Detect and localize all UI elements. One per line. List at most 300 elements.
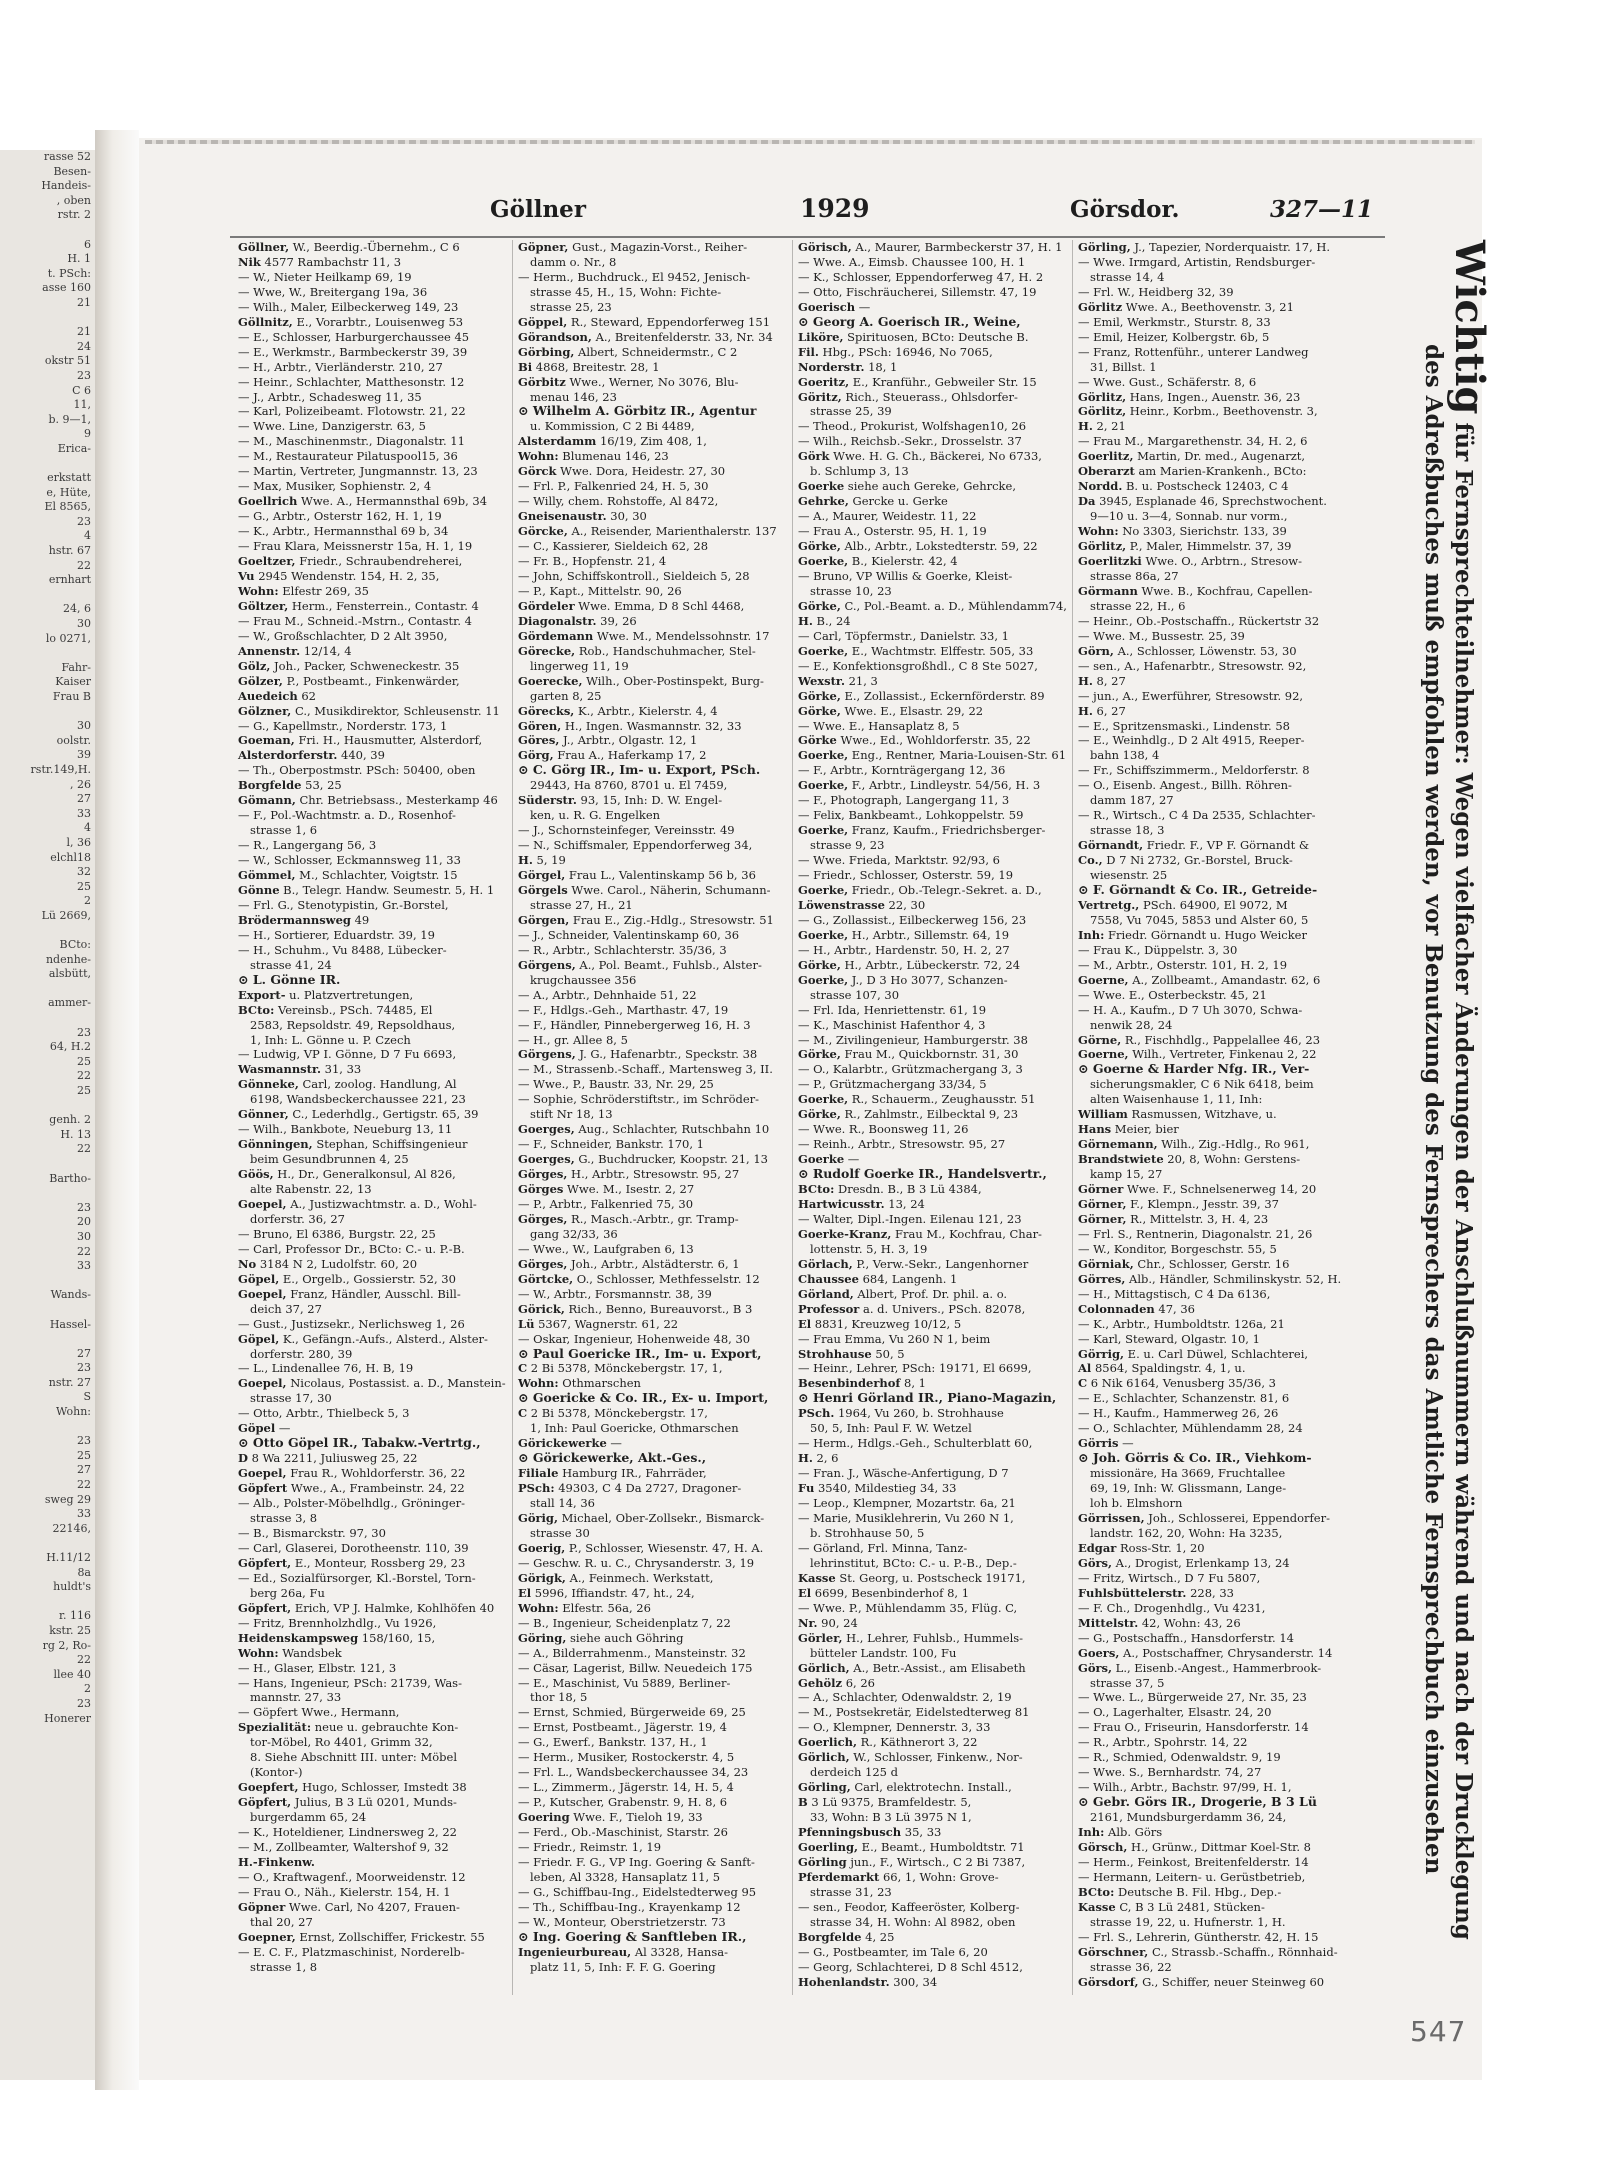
directory-entry: — K., Maschinist Hafenthor 4, 3 (798, 1017, 986, 1032)
directory-entry: Gölzer, P., Postbeamt., Finkenwärder, (238, 673, 460, 688)
directory-entry: Göpner, Gust., Magazin-Vorst., Reiher- (518, 240, 748, 254)
facing-page-text (0, 1157, 95, 1172)
directory-entry: Görres, Alb., Händler, Schmilinskystr. 52, H. (1078, 1271, 1342, 1286)
facing-page-text: 25 (77, 1084, 91, 1097)
directory-entry: Goerke, Friedr., Ob.-Telegr.-Sekret. a. D., (798, 882, 1042, 897)
directory-column-3 (798, 240, 1070, 1995)
directory-entry: — G., Postbeamter, im Tale 6, 20 (798, 1944, 988, 1959)
directory-entry: Görcke, A., Reisender, Marienthalerstr. 137 (518, 524, 777, 539)
facing-page-text: 23 (77, 368, 91, 382)
directory-entry: — Wwe. E., Hansaplatz 8, 5 (798, 718, 960, 733)
directory-entry: Görler, H., Lehrer, Fuhlsb., Hummels- (798, 1630, 1024, 1645)
directory-entry: Kasse St. Georg, u. Postscheck 19171, (798, 1570, 1026, 1585)
directory-entry: — W., Großschlachter, D 2 Alt 3950, (238, 628, 448, 643)
directory-entry: Wasmannstr. 31, 33 (238, 1062, 362, 1077)
facing-page-text: 27 (77, 1346, 91, 1360)
directory-entry: u. Kommission, C 2 Bi 4489, (530, 419, 695, 434)
directory-entry: Görlitz Wwe. A., Beethovenstr. 3, 21 (1078, 299, 1294, 314)
facing-page-text (0, 646, 95, 661)
directory-entry: Görg, Frau A., Haferkamp 17, 2 (518, 748, 707, 763)
directory-entry: Wohn: Othmarschen (518, 1376, 641, 1391)
directory-entry: Goerisch — (798, 299, 871, 314)
directory-entry: H. 2, 6 (798, 1451, 839, 1466)
directory-entry: Görnemann, Wilh., Zig.-Hdlg., Ro 961, (1078, 1137, 1310, 1152)
directory-entry: — Gust., Justizsekr., Nerlichsweg 1, 26 (238, 1316, 465, 1331)
directory-entry: Görnandt, Friedr. F., VP F. Görnandt & (1078, 838, 1310, 853)
column-divider (792, 240, 793, 1995)
directory-entry: H. 5, 19 (518, 853, 566, 868)
directory-entry: Göres, J., Arbtr., Olgastr. 12, 1 (518, 733, 698, 748)
directory-entry: ken, u. R. G. Engelken (530, 808, 661, 823)
directory-entry: derdeich 125 d (810, 1765, 898, 1780)
directory-entry: — G., Schiffbau-Ing., Eidelstedterweg 95 (518, 1884, 757, 1899)
directory-entry: Nordd. B. u. Postscheck 12403, C 4 (1078, 479, 1289, 494)
facing-page-text: 32 (77, 865, 91, 879)
directory-entry: — Ed., Sozialfürsorger, Kl.-Borstel, Torn- (238, 1570, 476, 1585)
facing-page-text: asse 160 (42, 281, 91, 295)
directory-entry: berg 26a, Fu (250, 1585, 325, 1600)
directory-entry: Chaussee 684, Langenh. 1 (798, 1271, 958, 1286)
directory-entry: PSch. 1964, Vu 260, b. Strohhause (798, 1406, 1004, 1421)
directory-entry: strasse 25, 23 (530, 299, 612, 314)
directory-entry: tor-Möbel, Ro 4401, Grimm 32, (250, 1735, 433, 1750)
directory-entry: missionäre, Ha 3669, Fruchtallee (1090, 1466, 1286, 1481)
directory-entry: — H., Mittagstisch, C 4 Da 6136, (1078, 1286, 1271, 1301)
directory-entry: leben, Al 3328, Hansaplatz 11, 5 (530, 1869, 721, 1884)
directory-entry: — J., Arbtr., Schadesweg 11, 35 (238, 389, 422, 404)
directory-entry: — W., Schlosser, Eckmannsweg 11, 33 (238, 853, 461, 868)
directory-entry: Görck Wwe. Dora, Heidestr. 27, 30 (518, 464, 726, 479)
directory-entry: strasse 86a, 27 (1090, 568, 1179, 583)
directory-entry: Görgens, J. G., Hafenarbtr., Speckstr. 38 (518, 1047, 758, 1062)
directory-entry: bütteler Landstr. 100, Fu (810, 1645, 957, 1660)
directory-entry: garten 8, 25 (530, 688, 602, 703)
notice-heading: Wichtig (1446, 240, 1493, 415)
facing-page-text (0, 1274, 95, 1289)
directory-entry: Goerke, H., Arbtr., Sillemstr. 64, 19 (798, 927, 1010, 942)
directory-entry: — Georg, Schlachterei, D 8 Schl 4512, (798, 1959, 1023, 1974)
facing-page-text: H. 1 (67, 252, 91, 266)
directory-entry: D 8 Wa 2211, Juliusweg 25, 22 (238, 1451, 418, 1466)
directory-entry: Goepner, Ernst, Zollschiffer, Frickestr. 55 (238, 1929, 485, 1944)
directory-entry: — R., Langergang 56, 3 (238, 838, 377, 853)
directory-entry: Görke, Frau M., Quickbornstr. 31, 30 (798, 1047, 1019, 1062)
directory-entry: Vu 2945 Wendenstr. 154, H. 2, 35, (238, 568, 440, 583)
directory-entry: — Herm., Hdlgs.-Geh., Schulterblatt 60, (798, 1436, 1033, 1451)
directory-entry: burgerdamm 65, 24 (250, 1810, 367, 1825)
directory-entry: strasse 10, 23 (810, 583, 892, 598)
directory-entry: Gömmel, M., Schlachter, Voigtstr. 15 (238, 868, 458, 883)
directory-entry: — F., Photograph, Langergang 11, 3 (798, 793, 1010, 808)
directory-entry: Gördeler Wwe. Emma, D 8 Schl 4468, (518, 598, 745, 613)
directory-entry: damm o. Nr., 8 (530, 254, 617, 269)
directory-entry: Göpel, K., Gefängn.-Aufs., Alsterd., Alster- (238, 1331, 488, 1346)
column-divider (1072, 240, 1073, 1995)
facing-page-text (0, 1536, 95, 1551)
directory-entry: Görrig, E. u. Carl Düwel, Schlachterei, (1078, 1346, 1309, 1361)
directory-entry: Borgfelde 53, 25 (238, 778, 342, 793)
facing-page-text: S (83, 1390, 91, 1404)
directory-entry: BCto: Vereinsb., PSch. 74485, El (238, 1002, 433, 1017)
directory-entry: Gehrke, Gercke u. Gerke (798, 494, 948, 509)
directory-entry: — sen., A., Hafenarbtr., Stresowstr. 92, (1078, 658, 1307, 673)
facing-page-text: r. 116 (58, 1609, 91, 1623)
directory-entry: ⊙ Joh. Görris & Co. IR., Viehkom- (1078, 1450, 1312, 1466)
directory-entry: thor 18, 5 (530, 1690, 588, 1705)
directory-entry: — H., Kaufm., Hammerweg 26, 26 (1078, 1406, 1279, 1421)
facing-page-text: 6 (84, 237, 91, 251)
facing-page-text: erkstatt (47, 471, 91, 485)
directory-entry: — Wwe. L., Bürgerweide 27, Nr. 35, 23 (1078, 1690, 1307, 1705)
handwritten-page-number: 547 (1410, 2015, 1467, 2048)
directory-entry: Spezialität: neue u. gebrauchte Kon- (238, 1720, 459, 1735)
directory-entry: ⊙ Rudolf Goerke IR., Handelsvertr., (798, 1166, 1047, 1182)
directory-entry: Fil. Hbg., PSch: 16946, No 7065, (798, 344, 993, 359)
directory-entry: Goerke, E., Wachtmstr. Elffestr. 505, 33 (798, 643, 1034, 658)
directory-entry: Göllner, W., Beerdig.-Übernehm., C 6 (238, 240, 460, 254)
directory-entry: — Th., Schiffbau-Ing., Krayenkamp 12 (518, 1899, 741, 1914)
directory-entry: krugchaussee 356 (530, 972, 637, 987)
directory-entry: — Frl. L., Wandsbeckerchaussee 34, 23 (518, 1765, 749, 1780)
facing-page-text: Frau B (52, 689, 91, 703)
directory-entry: Kasse C, B 3 Lü 2481, Stücken- (1078, 1899, 1265, 1914)
directory-entry: Görlitz, P., Maler, Himmelstr. 37, 39 (1078, 539, 1292, 554)
directory-entry: strasse 3, 8 (250, 1511, 318, 1526)
directory-entry: — Wwe. Gust., Schäferstr. 8, 6 (1078, 374, 1257, 389)
directory-entry: — K., Arbtr., Humboldtstr. 126a, 21 (1078, 1316, 1285, 1331)
directory-entry: — Emil, Werkmstr., Sturstr. 8, 33 (1078, 314, 1271, 329)
directory-entry: Görne, R., Fischhdlg., Pappelallee 46, 23 (1078, 1032, 1321, 1047)
directory-entry: Brödermannsweg 49 (238, 912, 370, 927)
directory-column-1 (238, 240, 510, 1995)
directory-entry: — O., Lagerhalter, Elsastr. 24, 20 (1078, 1705, 1272, 1720)
directory-entry: — Franz, Rottenführ., unterer Landweg (1078, 344, 1309, 359)
facing-page-text: 23 (77, 514, 91, 528)
directory-entry: Goerlich, R., Käthnerort 3, 22 (798, 1735, 978, 1750)
directory-entry: Goerne, Wilh., Vertreter, Finkenau 2, 22 (1078, 1047, 1317, 1062)
directory-entry: strasse 9, 23 (810, 838, 885, 853)
directory-entry: lingerweg 11, 19 (530, 658, 629, 673)
directory-entry: — A., Bilderrahmenm., Mansteinstr. 32 (518, 1645, 746, 1660)
directory-entry: Wohn: No 3303, Sierichstr. 133, 39 (1078, 524, 1287, 539)
directory-entry: — E., Weinhdlg., D 2 Alt 4915, Reeper- (1078, 733, 1305, 748)
directory-entry: Süderstr. 93, 15, Inh: D. W. Engel- (518, 793, 723, 808)
directory-entry: Goeltzer, Friedr., Schraubendreherei, (238, 554, 463, 569)
directory-entry: Gönneke, Carl, zoolog. Handlung, Al (238, 1077, 457, 1092)
directory-entry: Brandstwiete 20, 8, Wohn: Gerstens- (1078, 1152, 1301, 1167)
facing-page-text: 23 (77, 1434, 91, 1448)
directory-entry: — Fr., Schiffszimmerm., Meldorferstr. 8 (1078, 763, 1310, 778)
directory-entry: — Reinh., Arbtr., Stresowstr. 95, 27 (798, 1137, 1006, 1152)
directory-entry: — Herm., Musiker, Rostockerstr. 4, 5 (518, 1750, 735, 1765)
facing-page-text (0, 923, 95, 938)
directory-entry: Görgen, Frau E., Zig.-Hdlg., Stresowstr. 51 (518, 912, 774, 927)
directory-entry: Goerke, Franz, Kaufm., Friedrichsberger- (798, 823, 1046, 838)
directory-entry: — Frau Klara, Meissnerstr 15a, H. 1, 19 (238, 539, 473, 554)
directory-entry: Goerke, J., D 3 Ho 3077, Schanzen- (798, 972, 1008, 987)
directory-entry: Colonnaden 47, 36 (1078, 1301, 1195, 1316)
directory-entry: — Wwe. Line, Danzigerstr. 63, 5 (238, 419, 426, 434)
directory-entry: — L., Lindenallee 76, H. B, 19 (238, 1361, 414, 1376)
directory-entry: H.-Finkenw. (238, 1854, 315, 1869)
directory-entry: H. B., 24 (798, 613, 851, 628)
directory-entry: ⊙ F. Görnandt & Co. IR., Getreide- (1078, 881, 1318, 897)
directory-entry: — Frl. W., Heidberg 32, 39 (1078, 284, 1234, 299)
directory-entry: Göpfert, E., Monteur, Rossberg 29, 23 (238, 1555, 466, 1570)
facing-page-text: t. PSch: (47, 266, 91, 280)
facing-page-text (0, 311, 95, 326)
directory-entry: Inh: Alb. Görs (1078, 1825, 1163, 1840)
facing-page-text (0, 1420, 95, 1435)
directory-entry: — Wilh., Bankbote, Neueburg 13, 11 (238, 1122, 453, 1137)
directory-entry: — M., Restaurateur Pilatuspool15, 36 (238, 449, 458, 464)
facing-page-text: 24, 6 (63, 602, 91, 616)
directory-entry: 31, Billst. 1 (1090, 359, 1157, 374)
directory-entry: ⊙ Wilhelm A. Görbitz IR., Agentur (518, 403, 757, 419)
directory-entry: Görrissen, Joh., Schlosserei, Eppendorfer- (1078, 1511, 1330, 1526)
directory-entry: Görniak, Chr., Schlosser, Gerstr. 16 (1078, 1256, 1290, 1271)
directory-entry: — Friedr. F. G., VP Ing. Goering & Sanft- (518, 1854, 755, 1869)
directory-entry: El 6699, Besenbinderhof 8, 1 (798, 1585, 970, 1600)
directory-entry: Wohn: Elfestr 269, 35 (238, 583, 369, 598)
directory-entry: — sen., Feodor, Kaffeeröster, Kolberg- (798, 1899, 1020, 1914)
facing-page-text: BCto: (59, 938, 91, 952)
directory-entry: Mittelstr. 42, Wohn: 43, 26 (1078, 1615, 1241, 1630)
directory-entry: — H., gr. Allee 8, 5 (518, 1032, 628, 1047)
directory-entry: — E., Spritzensmaski., Lindenstr. 58 (1078, 718, 1290, 733)
directory-entry: strasse 1, 6 (250, 823, 318, 838)
facing-page-text: 30 (77, 1229, 91, 1243)
directory-entry: Görges, H., Arbtr., Stresowstr. 95, 27 (518, 1167, 740, 1182)
directory-entry: Wexstr. 21, 3 (798, 673, 878, 688)
directory-entry: — Fr. B., Hopfenstr. 21, 4 (518, 554, 667, 569)
directory-entry: Lü 5367, Wagnerstr. 61, 22 (518, 1316, 679, 1331)
directory-entry: — M., Strassenb.-Schaff., Martensweg 3, II. (518, 1062, 773, 1077)
facing-page-text (0, 456, 95, 471)
directory-entry: Görner, R., Mittelstr. 3, H. 4, 23 (1078, 1211, 1269, 1226)
directory-entry: William Rasmussen, Witzhave, u. (1078, 1107, 1277, 1122)
directory-entry: Da 3945, Esplanade 46, Sprechstwochent. (1078, 494, 1327, 509)
directory-entry: — M., Arbtr., Osterstr. 101, H. 2, 19 (1078, 957, 1288, 972)
directory-entry: Borgfelde 4, 25 (798, 1929, 895, 1944)
directory-entry: — Görland, Frl. Minna, Tanz- (798, 1540, 968, 1555)
facing-page-text: ammer- (48, 996, 91, 1010)
telephone-notice-sidebar (1352, 240, 1493, 1995)
directory-entry: — J., Schneider, Valentinskamp 60, 36 (518, 927, 740, 942)
directory-entry: — Frl. S., Rentnerin, Diagonalstr. 21, 26 (1078, 1226, 1313, 1241)
directory-entry: menau 146, 23 (530, 389, 617, 404)
directory-entry: 9—10 u. 3—4, Sonnab. nur vorm., (1090, 509, 1288, 524)
directory-entry: Görs, L., Eisenb.-Angest., Hammerbrook- (1078, 1660, 1322, 1675)
directory-entry: Göllnitz, E., Vorarbtr., Louisenweg 53 (238, 314, 464, 329)
facing-page-text: H.11/12 (46, 1551, 91, 1564)
facing-page-text: ndenhe- (45, 952, 91, 966)
directory-entry: strasse 18, 3 (1090, 823, 1165, 838)
directory-entry: stall 14, 36 (530, 1496, 595, 1511)
facing-page-text: 22 (77, 1653, 91, 1667)
directory-entry: — A., Schlachter, Odenwaldstr. 2, 19 (798, 1690, 1012, 1705)
directory-entry: Goerke-Kranz, Frau M., Kochfrau, Char- (798, 1226, 1042, 1241)
facing-page-text: Honerer (44, 1711, 91, 1725)
directory-entry: H. 2, 21 (1078, 419, 1126, 434)
directory-entry: Pfenningsbusch 35, 33 (798, 1825, 942, 1840)
facing-page-text: 2 (84, 894, 91, 908)
directory-entry: — K., Arbtr., Hermannsthal 69 b, 34 (238, 524, 449, 539)
facing-page-text: 22 (77, 1142, 91, 1156)
facing-page-text: rstr.149,H. (30, 762, 91, 776)
directory-entry: Hartwicusstr. 13, 24 (798, 1197, 925, 1211)
directory-entry: Gönner, C., Lederhdlg., Gertigstr. 65, 39 (238, 1107, 479, 1122)
directory-entry: Görickewerke — (518, 1436, 622, 1451)
directory-entry: Görges, R., Masch.-Arbtr., gr. Tramp- (518, 1211, 739, 1226)
directory-entry: — Fritz, Brennholzhdlg., Vu 1926, (238, 1615, 437, 1630)
directory-entry: strasse 25, 39 (810, 404, 892, 419)
directory-entry: dorferstr. 280, 39 (250, 1346, 353, 1361)
directory-entry: Goellrich Wwe. A., Hermannsthal 69b, 34 (238, 494, 488, 509)
directory-entry: Wohn: Blumenau 146, 23 (518, 449, 669, 464)
directory-entry: — G., Arbtr., Osterstr 162, H. 1, 19 (238, 509, 442, 524)
directory-entry: BCto: Dresdn. B., B 3 Lü 4384, (798, 1182, 982, 1197)
directory-entry: strasse 1, 8 (250, 1959, 318, 1974)
facing-page-text: Hassel- (49, 1317, 91, 1331)
header-rule (230, 236, 1385, 238)
facing-page-text: rg 2, Ro- (42, 1638, 91, 1652)
facing-page-text: El 8565, (44, 500, 91, 514)
directory-entry: — Theod., Prokurist, Wolfshagen10, 26 (798, 419, 1027, 434)
facing-page-text: hstr. 67 (48, 544, 91, 558)
header-last-name: Görsdor. (1070, 196, 1180, 223)
facing-page-text: 23 (77, 1200, 91, 1214)
directory-entry: strasse 27, H., 21 (530, 897, 633, 912)
directory-entry: Liköre, Spirituosen, BCto: Deutsche B. (798, 329, 1029, 344)
directory-entry: 8. Siehe Abschnitt III. unter: Möbel (250, 1750, 458, 1765)
directory-entry: Goeritz, E., Kranführ., Gebweiler Str. 15 (798, 374, 1037, 389)
directory-entry: Görecke, Rob., Handschuhmacher, Stel- (518, 643, 756, 658)
directory-entry: H. 8, 27 (1078, 673, 1126, 688)
facing-page-text: , 26 (70, 777, 91, 791)
running-header (150, 190, 1470, 230)
directory-entry: Görsdorf, G., Schiffer, neuer Steinweg 60 (1078, 1974, 1325, 1989)
directory-entry: Goerke, F., Arbtr., Lindleystr. 54/56, H. 3 (798, 778, 1041, 793)
directory-entry: — F., Arbtr., Kornträgergang 12, 36 (798, 763, 1006, 778)
directory-entry: — Wwe. P., Mühlendamm 35, Flüg. C, (798, 1600, 1018, 1615)
directory-entry: Gölz, Joh., Packer, Schweneckestr. 35 (238, 658, 460, 673)
directory-entry: — Felix, Bankbeamt., Lohkoppelstr. 59 (798, 808, 1024, 823)
directory-entry: 1, Inh: L. Gönne u. P. Czech (250, 1032, 411, 1047)
directory-entry: — C., Kassierer, Sieldeich 62, 28 (518, 539, 709, 554)
directory-entry: Bi 4868, Breitestr. 28, 1 (518, 359, 660, 374)
directory-entry: Göpel — (238, 1421, 291, 1436)
directory-entry: Gölzner, C., Musikdirektor, Schleusenstr. 11 (238, 703, 500, 718)
facing-page-text: huldt's (53, 1580, 91, 1594)
facing-page-text: 21 (77, 325, 91, 339)
directory-entry: Goerke, Eng., Rentner, Maria-Louisen-Str. 61 (798, 748, 1067, 763)
directory-entry: 2583, Repsoldstr. 49, Repsoldhaus, (250, 1017, 456, 1032)
facing-page-text: 25 (77, 879, 91, 893)
directory-entry: Görigk, A., Feinmech. Werkstatt, (518, 1570, 714, 1585)
directory-entry: C 2 Bi 5378, Mönckebergstr. 17, 1, (518, 1361, 723, 1376)
directory-entry: — Otto, Arbtr., Thielbeck 5, 3 (238, 1406, 410, 1421)
directory-entry: loh b. Elmshorn (1090, 1496, 1183, 1511)
directory-entry: Goerling, E., Beamt., Humboldtstr. 71 (798, 1839, 1025, 1854)
directory-entry: — Wilh., Arbtr., Bachstr. 97/99, H. 1, (1078, 1780, 1292, 1795)
directory-entry: — Geschw. R. u. C., Chrysanderstr. 3, 19 (518, 1555, 755, 1570)
directory-entry: ⊙ C. Görg IR., Im- u. Export, PSch. (518, 762, 761, 778)
facing-page-text: e, Hüte, (46, 485, 91, 499)
directory-entry: thal 20, 27 (250, 1914, 313, 1929)
directory-entry: — Frau M., Margarethenstr. 34, H. 2, 6 (1078, 434, 1308, 449)
facing-page-text (0, 1595, 95, 1610)
directory-entry: deich 37, 27 (250, 1301, 322, 1316)
facing-page-text: 24 (77, 339, 91, 353)
facing-page-text: C 6 (72, 383, 91, 397)
directory-entry: — Wwe. S., Bernhardstr. 74, 27 (1078, 1765, 1262, 1780)
directory-entry: — Karl, Steward, Olgastr. 10, 1 (1078, 1331, 1260, 1346)
facing-page-text: Kaiser (55, 675, 91, 689)
directory-entry: ⊙ Otto Göpel IR., Tabakw.-Vertrtg., (238, 1435, 481, 1451)
directory-entry: Pferdemarkt 66, 1, Wohn: Grove- (798, 1869, 999, 1884)
directory-entry: — Frau O., Friseurin, Hansdorferstr. 14 (1078, 1720, 1309, 1735)
directory-entry: — Leop., Klempner, Mozartstr. 6a, 21 (798, 1496, 1016, 1511)
directory-entry: H. 6, 27 (1078, 703, 1126, 718)
directory-entry: — Walter, Dipl.-Ingen. Eilenau 121, 23 (798, 1211, 1022, 1226)
directory-entry: Gehölz 6, 26 (798, 1675, 875, 1690)
directory-entry: Göltzer, Herm., Fensterrein., Contastr. 4 (238, 598, 479, 613)
directory-entry: Göritz, Rich., Steuerass., Ohlsdorfer- (798, 389, 1018, 404)
directory-entry: Fuhlsbüttelerstr. 228, 33 (1078, 1585, 1234, 1600)
directory-entry: Hans Meier, bier (1078, 1122, 1179, 1137)
facing-page-text: sweg 29 (44, 1492, 91, 1506)
directory-entry: Görges Wwe. M., Isestr. 2, 27 (518, 1182, 695, 1197)
directory-entry: Goerke, R., Schauerm., Zeughausstr. 51 (798, 1092, 1036, 1107)
directory-entry: strasse 17, 30 (250, 1391, 332, 1406)
directory-entry: — Bruno, El 6386, Burgstr. 22, 25 (238, 1226, 436, 1241)
directory-entry: Görlich, A., Betr.-Assist., am Elisabeth (798, 1660, 1026, 1675)
notice-line-2: des Adreßbuches muß empfohlen werden, vor Benutzung des Fernsprechers das Amtliche Fernsprechbuch einzusehen (1420, 344, 1447, 1875)
directory-entry: — Alb., Polster-Möbelhdlg., Gröninger- (238, 1496, 466, 1511)
facing-page-text: 22 (77, 1244, 91, 1258)
directory-entry: Görandson, A., Breitenfelderstr. 33, Nr. 34 (518, 329, 773, 344)
directory-entry: — R., Arbtr., Spohrstr. 14, 22 (1078, 1735, 1248, 1750)
header-page-number: 327—11 (1270, 196, 1374, 223)
directory-entry: Göpel, E., Orgelb., Gossierstr. 52, 30 (238, 1271, 456, 1286)
facing-page-text: ernhart (48, 573, 91, 587)
directory-entry: — John, Schiffskontroll., Sieldeich 5, 28 (518, 568, 750, 583)
facing-page-text: elchl18 (50, 850, 91, 864)
directory-entry: — G., Kapellmstr., Norderstr. 173, 1 (238, 718, 448, 733)
facing-page-text: 2 (84, 1682, 91, 1696)
directory-entry: — Wwe., W., Laufgraben 6, 13 (518, 1241, 694, 1256)
directory-entry: Alsterdorferstr. 440, 39 (238, 748, 385, 763)
directory-entry: — Wwe. Frieda, Marktstr. 92/93, 6 (798, 853, 1000, 868)
directory-entry: — F. Ch., Drogenhdlg., Vu 4231, (1078, 1600, 1266, 1615)
directory-entry: gang 32/33, 36 (530, 1226, 618, 1241)
directory-entry: — Carl, Professor Dr., BCto: C.- u. P.-B. (238, 1241, 465, 1256)
directory-entry: — O., Eisenb. Angest., Billh. Röhren- (1078, 778, 1292, 793)
directory-entry: — Cäsar, Lagerist, Billw. Neuedeich 175 (518, 1660, 753, 1675)
directory-entry: Goering Wwe. F., Tieloh 19, 33 (518, 1810, 703, 1825)
directory-entry: Görke, E., Zollassist., Eckernförderstr. 89 (798, 688, 1045, 703)
directory-entry: — E., Schlosser, Harburgerchaussee 45 (238, 329, 470, 344)
facing-page-text: 23 (77, 1696, 91, 1710)
directory-entry: Heidenskampsweg 158/160, 15, (238, 1630, 436, 1645)
directory-entry: alten Waisenhause 1, 11, Inh: (1090, 1092, 1263, 1107)
facing-page-text: 33 (77, 806, 91, 820)
directory-entry: Hohenlandstr. 300, 34 (798, 1974, 938, 1989)
directory-entry: 2161, Mundsburgerdamm 36, 24, (1090, 1810, 1287, 1825)
facing-page-text: rasse 52 (43, 150, 91, 163)
directory-entry: Goepel, A., Justizwachtmstr. a. D., Wohl- (238, 1197, 477, 1211)
